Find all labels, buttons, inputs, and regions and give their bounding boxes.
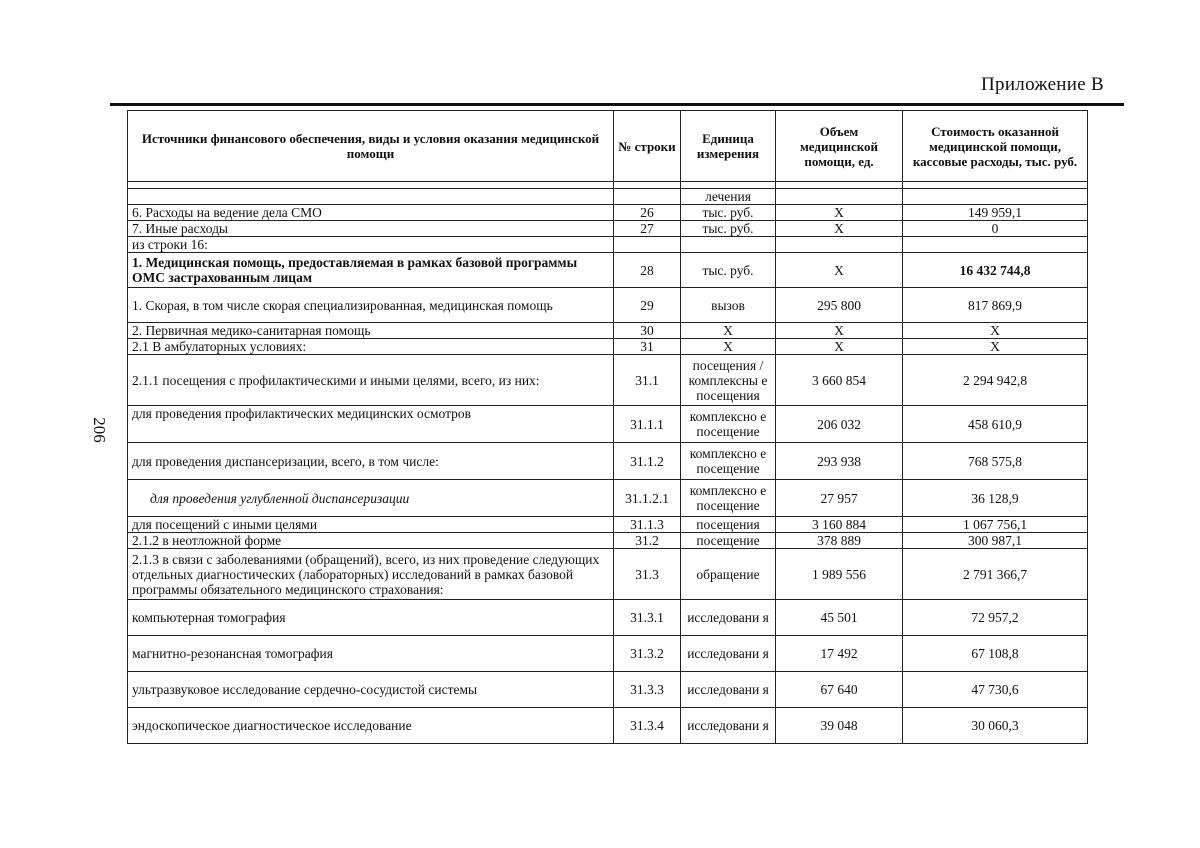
cell-volume: X	[776, 339, 903, 355]
cell-volume: X	[776, 221, 903, 237]
cell-line: 31.1.1	[614, 406, 681, 443]
table-row	[128, 205, 1088, 221]
cell-line: 31.2	[614, 533, 681, 549]
table-row	[128, 708, 1088, 744]
cell-cost: 16 432 744,8	[903, 253, 1088, 288]
cell-source: 2.1 В амбулаторных условиях:	[128, 339, 614, 355]
cell-unit: обращение	[681, 549, 776, 600]
cell-cost: 149 959,1	[903, 205, 1088, 221]
cell-source: для проведения профилактических медицинских осмотров	[128, 406, 614, 443]
cell-source: 7. Иные расходы	[128, 221, 614, 237]
cell-unit: лечения	[681, 189, 776, 205]
cell-cost: 0	[903, 221, 1088, 237]
cell-unit: исследовани я	[681, 672, 776, 708]
cell-unit: посещения / комплексны е посещения	[681, 355, 776, 406]
cell-volume: 206 032	[776, 406, 903, 443]
cell-volume: 3 160 884	[776, 517, 903, 533]
cell-cost: 36 128,9	[903, 480, 1088, 517]
cell-unit	[681, 237, 776, 253]
cell-volume: 1 989 556	[776, 549, 903, 600]
table-row	[128, 672, 1088, 708]
table-row	[128, 600, 1088, 636]
cell-unit: тыс. руб.	[681, 221, 776, 237]
cell-cost: X	[903, 339, 1088, 355]
table-row	[128, 339, 1088, 355]
cell-cost: 2 294 942,8	[903, 355, 1088, 406]
table-row	[128, 517, 1088, 533]
cell-source: магнитно-резонансная томография	[128, 636, 614, 672]
cell-source: 1. Медицинская помощь, предоставляемая в рамках базовой программы ОМС застрахованным лицам	[128, 253, 614, 288]
cell-unit: комплексно е посещение	[681, 480, 776, 517]
table-row	[128, 480, 1088, 517]
cell-source: 2.1.2 в неотложной форме	[128, 533, 614, 549]
spacer-row	[128, 182, 1088, 189]
cell-source: 2.1.1 посещения с профилактическими и иными целями, всего, из них:	[128, 355, 614, 406]
cell-source: компьютерная томография	[128, 600, 614, 636]
cell-source: из строки 16:	[128, 237, 614, 253]
header-source: Источники финансового обеспечения, виды и условия оказания медицинской помощи	[128, 111, 614, 182]
cell-line: 27	[614, 221, 681, 237]
cell-line: 31.3.1	[614, 600, 681, 636]
cell-cost: 1 067 756,1	[903, 517, 1088, 533]
cell-volume: 45 501	[776, 600, 903, 636]
table-row	[128, 323, 1088, 339]
header-unit: Единица измерения	[681, 111, 776, 182]
cell-unit: комплексно е посещение	[681, 443, 776, 480]
cell-cost: 67 108,8	[903, 636, 1088, 672]
cell-volume: X	[776, 323, 903, 339]
cell-cost: 72 957,2	[903, 600, 1088, 636]
cell-line: 31.3.4	[614, 708, 681, 744]
cell-unit: комплексно е посещение	[681, 406, 776, 443]
header-line-no: № строки	[614, 111, 681, 182]
cell-cost: 817 869,9	[903, 288, 1088, 323]
cell-volume: 378 889	[776, 533, 903, 549]
cell-volume: X	[776, 205, 903, 221]
cell-line: 31.1	[614, 355, 681, 406]
cell-source: для посещений с иными целями	[128, 517, 614, 533]
cell-cost: 2 791 366,7	[903, 549, 1088, 600]
cell-volume: 67 640	[776, 672, 903, 708]
financing-table	[127, 110, 1088, 744]
table-row	[128, 549, 1088, 600]
cell-cost: 768 575,8	[903, 443, 1088, 480]
cell-source: 2.1.3 в связи с заболеваниями (обращений), всего, из них проведение следующих отдельных диагностических (лабораторных) исследований в рамках базовой программы обязательного медицинского страхования:	[128, 549, 614, 600]
cell-volume: 3 660 854	[776, 355, 903, 406]
cell-unit: исследовани я	[681, 636, 776, 672]
cell-source: 2. Первичная медико-санитарная помощь	[128, 323, 614, 339]
cell-line: 26	[614, 205, 681, 221]
cell-unit: посещение	[681, 533, 776, 549]
cell-unit: X	[681, 323, 776, 339]
cell-volume: 39 048	[776, 708, 903, 744]
header-rule	[110, 103, 1124, 106]
cell-source: 6. Расходы на ведение дела СМО	[128, 205, 614, 221]
cell-line: 29	[614, 288, 681, 323]
cell-cost: 47 730,6	[903, 672, 1088, 708]
cell-source: эндоскопическое диагностическое исследование	[128, 708, 614, 744]
table-row	[128, 406, 1088, 443]
cell-line: 31	[614, 339, 681, 355]
cell-line: 30	[614, 323, 681, 339]
cell-cost	[903, 189, 1088, 205]
cell-volume: X	[776, 253, 903, 288]
cell-source: ультразвуковое исследование сердечно-сосудистой системы	[128, 672, 614, 708]
cell-volume	[776, 237, 903, 253]
cell-volume: 293 938	[776, 443, 903, 480]
cell-line: 31.3.2	[614, 636, 681, 672]
cell-cost	[903, 237, 1088, 253]
cell-source	[128, 189, 614, 205]
cell-source: для проведения диспансеризации, всего, в том числе:	[128, 443, 614, 480]
cell-volume: 17 492	[776, 636, 903, 672]
cell-unit: тыс. руб.	[681, 205, 776, 221]
table-row	[128, 533, 1088, 549]
table-row	[128, 237, 1088, 253]
cell-line: 31.1.3	[614, 517, 681, 533]
cell-source: 1. Скорая, в том числе скорая специализированная, медицинская помощь	[128, 288, 614, 323]
cell-line: 31.3.3	[614, 672, 681, 708]
table-row	[128, 253, 1088, 288]
cell-unit: исследовани я	[681, 708, 776, 744]
cell-source: для проведения углубленной диспансеризации	[128, 480, 614, 517]
cell-unit: вызов	[681, 288, 776, 323]
cell-cost: 30 060,3	[903, 708, 1088, 744]
cell-cost: 300 987,1	[903, 533, 1088, 549]
cell-unit: исследовани я	[681, 600, 776, 636]
table-row	[128, 355, 1088, 406]
header-volume: Объем медицинской помощи, ед.	[776, 111, 903, 182]
cell-volume: 295 800	[776, 288, 903, 323]
table-row	[128, 189, 1088, 205]
table-row	[128, 288, 1088, 323]
cell-volume	[776, 189, 903, 205]
page-number: 206	[89, 417, 109, 443]
cell-cost: 458 610,9	[903, 406, 1088, 443]
cell-line: 31.1.2.1	[614, 480, 681, 517]
cell-line: 31.3	[614, 549, 681, 600]
cell-line: 28	[614, 253, 681, 288]
cell-unit: посещения	[681, 517, 776, 533]
header-cost: Стоимость оказанной медицинской помощи, кассовые расходы, тыс. руб.	[903, 111, 1088, 182]
table-row	[128, 443, 1088, 480]
cell-line: 31.1.2	[614, 443, 681, 480]
cell-volume: 27 957	[776, 480, 903, 517]
table-row	[128, 221, 1088, 237]
cell-unit: X	[681, 339, 776, 355]
appendix-title: Приложение В	[981, 74, 1104, 95]
table-row	[128, 636, 1088, 672]
cell-unit: тыс. руб.	[681, 253, 776, 288]
table-header-row	[128, 111, 1088, 182]
cell-line	[614, 237, 681, 253]
cell-line	[614, 189, 681, 205]
cell-cost: X	[903, 323, 1088, 339]
